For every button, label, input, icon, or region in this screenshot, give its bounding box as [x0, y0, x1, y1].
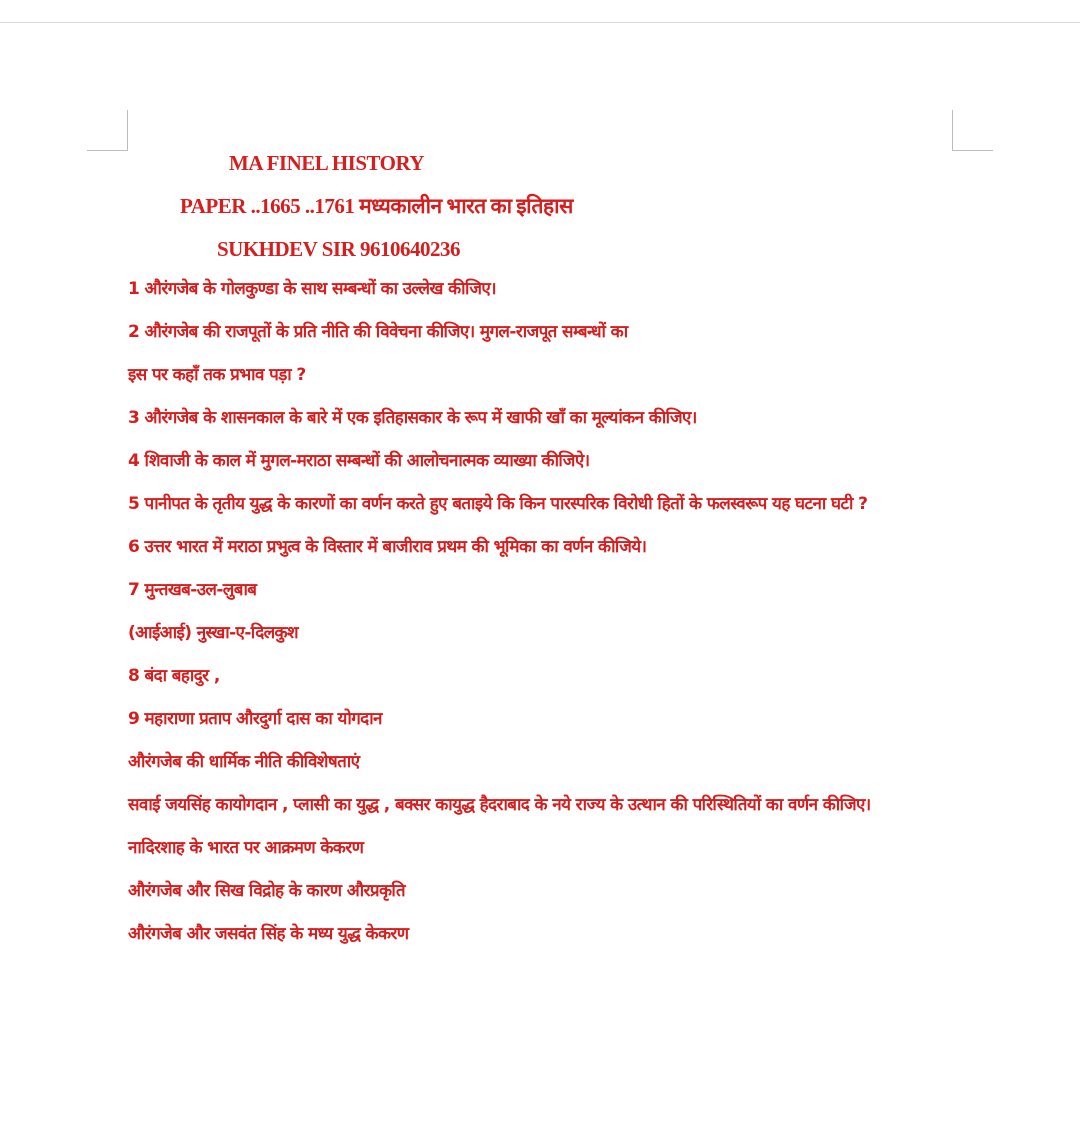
margin-corner-marker-left: [87, 110, 128, 151]
document-title: MA FINEL HISTORY: [229, 151, 425, 175]
question-line: 5 पानीपत के तृतीय युद्ध के कारणों का वर्णन करते हुए बताइये कि किन पारस्परिक विरोधी हितों के फलस्वरूप यह घटना घटी ?: [128, 494, 868, 514]
question-line: (आईआई) नुस्खा-ए-दिलकुश: [128, 623, 298, 643]
question-line: 8 बंदा बहादुर ,: [128, 666, 220, 686]
question-line: 9 महाराणा प्रताप औरदुर्गा दास का योगदान: [128, 709, 382, 729]
question-line: औरंगजेब की धार्मिक नीति कीविशेषताएं: [128, 752, 360, 772]
question-line: 6 उत्तर भारत में मराठा प्रभुत्व के विस्तार में बाजीराव प्रथम की भूमिका का वर्णन कीजिये।: [128, 537, 647, 557]
question-line: औरंगजेब और सिख विद्रोह के कारण औरप्रकृति: [128, 881, 405, 901]
question-line: 1 औरंगजेब के गोलकुण्डा के साथ सम्बन्धों का उल्लेख कीजिए।: [128, 279, 497, 299]
question-line: 4 शिवाजी के काल में मुगल-मराठा सम्बन्धों की आलोचनात्मक व्याख्या कीजिऐ।: [128, 451, 590, 471]
margin-corner-marker-right: [952, 110, 993, 151]
page-top-edge: [0, 22, 1080, 23]
paper-line: PAPER ..1665 ..1761 मध्यकालीन भारत का इतिहास: [180, 194, 573, 218]
question-line: नादिरशाह के भारत पर आक्रमण केकरण: [128, 838, 364, 858]
question-line: 2 औरंगजेब की राजपूतों के प्रति नीति की विवेचना कीजिए। मुगल-राजपूत सम्बन्धों का: [128, 322, 628, 342]
question-line: 3 औरंगजेब के शासनकाल के बारे में एक इतिहासकार के रूप में खाफी खाँ का मूल्यांकन कीजिए।: [128, 408, 697, 428]
teacher-line: SUKHDEV SIR 9610640236: [217, 237, 460, 261]
question-line: औरंगजेब और जसवंत सिंह के मध्य युद्ध केकरण: [128, 924, 409, 944]
question-line: इस पर कहाँ तक प्रभाव पड़ा ?: [128, 365, 306, 385]
document-body: [128, 146, 908, 963]
question-line: सवाई जयसिंह कायोगदान , प्लासी का युद्ध , बक्सर कायुद्ध हैदराबाद के नये राज्य के उत्थान की परिस्थितियों का वर्णन कीजिए।: [128, 795, 871, 815]
question-line: 7 मुन्तखब-उल-लुबाब: [128, 580, 257, 600]
